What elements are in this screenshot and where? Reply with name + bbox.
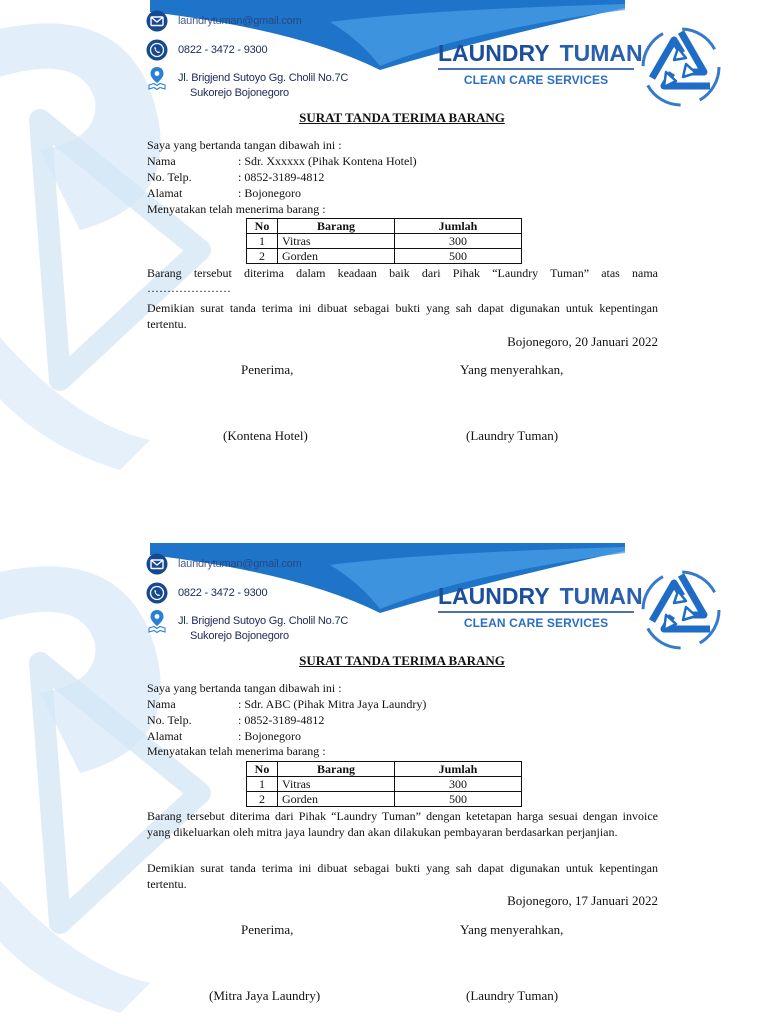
signing-date: Bojonegoro, 17 Januari 2022 <box>507 893 658 908</box>
table-cell-qty: 300 <box>395 777 522 792</box>
address-line1: Jl. Brigjend Sutoyo Gg. Cholil No.7C <box>178 72 349 84</box>
condition-text: Barang tersebut diterima dalam keadaan baik dari Pihak “Laundry Tuman” atas nama <box>147 266 658 280</box>
recycle-arrows-icon <box>638 567 724 653</box>
statement-text: Menyatakan telah menerima barang : <box>147 744 326 758</box>
phone-text: 0822 - 3472 - 9300 <box>178 587 268 599</box>
recycle-arrows-icon <box>638 24 724 110</box>
table-header-no: No <box>247 762 278 777</box>
table-header-qty: Jumlah <box>395 219 522 234</box>
field-value-address: : Bojonegoro <box>238 186 301 200</box>
table-row <box>247 234 522 249</box>
table-header-no: No <box>247 219 278 234</box>
field-label-address: Alamat <box>147 729 183 743</box>
whatsapp-phone-icon <box>145 38 169 62</box>
receipt-1 <box>0 0 768 500</box>
phone-text: 0822 - 3472 - 9300 <box>178 44 268 56</box>
receipt-2 <box>0 543 768 1024</box>
email-text: laundrytuman@gmail.com <box>178 558 302 570</box>
field-value-phone: : 0852-3189-4812 <box>238 170 325 184</box>
contact-phone <box>145 581 267 605</box>
giver-label: Yang menyerahkan, <box>460 362 564 377</box>
address-line2: Sukorejo Bojonegoro <box>190 87 289 99</box>
brand-divider <box>438 611 634 613</box>
address-line1: Jl. Brigjend Sutoyo Gg. Cholil No.7C <box>178 615 349 627</box>
field-value-phone: : 0852-3189-4812 <box>238 713 325 727</box>
brand-block <box>438 40 643 87</box>
table-cell-no: 1 <box>247 234 278 249</box>
table-cell-item: Gorden <box>278 792 395 807</box>
field-label-name: Nama <box>147 697 176 711</box>
contact-email <box>145 9 302 33</box>
giver-name: (Laundry Tuman) <box>466 988 559 1003</box>
receiver-label: Penerima, <box>241 922 294 937</box>
table-cell-qty: 500 <box>395 792 522 807</box>
brand-name: LAUNDRY TUMAN <box>438 40 643 66</box>
brand-block <box>438 583 643 630</box>
field-value-address: : Bojonegoro <box>238 729 301 743</box>
table-header-item: Barang <box>278 762 395 777</box>
brand-tagline: CLEAN CARE SERVICES <box>463 73 609 87</box>
table-cell-qty: 300 <box>395 234 522 249</box>
table-row <box>247 792 522 807</box>
table-header-qty: Jumlah <box>395 762 522 777</box>
table-cell-item: Vitras <box>278 777 395 792</box>
brand-divider <box>438 68 634 70</box>
table-cell-item: Gorden <box>278 249 395 264</box>
table-cell-no: 2 <box>247 249 278 264</box>
document-title: SURAT TANDA TERIMA BARANG <box>299 653 505 668</box>
intro-text: Saya yang bertanda tangan dibawah ini : <box>147 681 342 695</box>
map-pin-icon <box>145 66 169 90</box>
table-header-row <box>247 762 522 777</box>
field-value-name: : Sdr. ABC (Pihak Mitra Jaya Laundry) <box>238 697 427 711</box>
table-cell-no: 2 <box>247 792 278 807</box>
giver-name: (Laundry Tuman) <box>466 428 559 443</box>
whatsapp-phone-icon <box>145 581 169 605</box>
table-row <box>247 249 522 264</box>
document-title: SURAT TANDA TERIMA BARANG <box>299 110 505 125</box>
giver-label: Yang menyerahkan, <box>460 922 564 937</box>
table-row <box>247 777 522 792</box>
signing-date: Bojonegoro, 20 Januari 2022 <box>507 334 658 349</box>
field-label-phone: No. Telp. <box>147 170 192 184</box>
table-cell-qty: 500 <box>395 249 522 264</box>
items-table <box>246 761 522 807</box>
email-text: laundrytuman@gmail.com <box>178 15 302 27</box>
receiver-label: Penerima, <box>241 362 294 377</box>
contact-phone <box>145 38 267 62</box>
closing-text: Demikian surat tanda terima ini dibuat sebagai bukti yang sah dapat digunakan untuk kepentingan tertentu. <box>147 861 658 891</box>
contact-email <box>145 552 302 576</box>
brand-tagline: CLEAN CARE SERVICES <box>463 616 609 630</box>
table-cell-no: 1 <box>247 777 278 792</box>
statement-text: Menyatakan telah menerima barang : <box>147 202 326 216</box>
condition-text: Barang tersebut diterima dari Pihak “Laundry Tuman” dengan ketetapan harga sesuai dengan invoice yang dikeluarkan oleh mitra jaya laundry dan akan dilakukan pembayaran berdasarkan perjanjian. <box>147 809 658 839</box>
address-line2: Sukorejo Bojonegoro <box>190 630 289 642</box>
table-cell-item: Vitras <box>278 234 395 249</box>
table-header-item: Barang <box>278 219 395 234</box>
field-label-name: Nama <box>147 154 176 168</box>
receiver-name: (Kontena Hotel) <box>223 428 308 443</box>
map-pin-icon <box>145 609 169 633</box>
table-header-row <box>247 219 522 234</box>
field-label-phone: No. Telp. <box>147 713 192 727</box>
envelope-icon <box>145 9 169 33</box>
field-value-name: : Sdr. Xxxxxx (Pihak Kontena Hotel) <box>238 154 417 168</box>
brand-name: LAUNDRY TUMAN <box>438 583 643 609</box>
field-label-address: Alamat <box>147 186 183 200</box>
condition-placeholder: ………………… <box>147 281 231 295</box>
envelope-icon <box>145 552 169 576</box>
receiver-name: (Mitra Jaya Laundry) <box>209 988 321 1003</box>
intro-text: Saya yang bertanda tangan dibawah ini : <box>147 138 342 152</box>
closing-text: Demikian surat tanda terima ini dibuat sebagai bukti yang sah dapat digunakan untuk kepentingan tertentu. <box>147 301 658 331</box>
items-table <box>246 218 522 264</box>
